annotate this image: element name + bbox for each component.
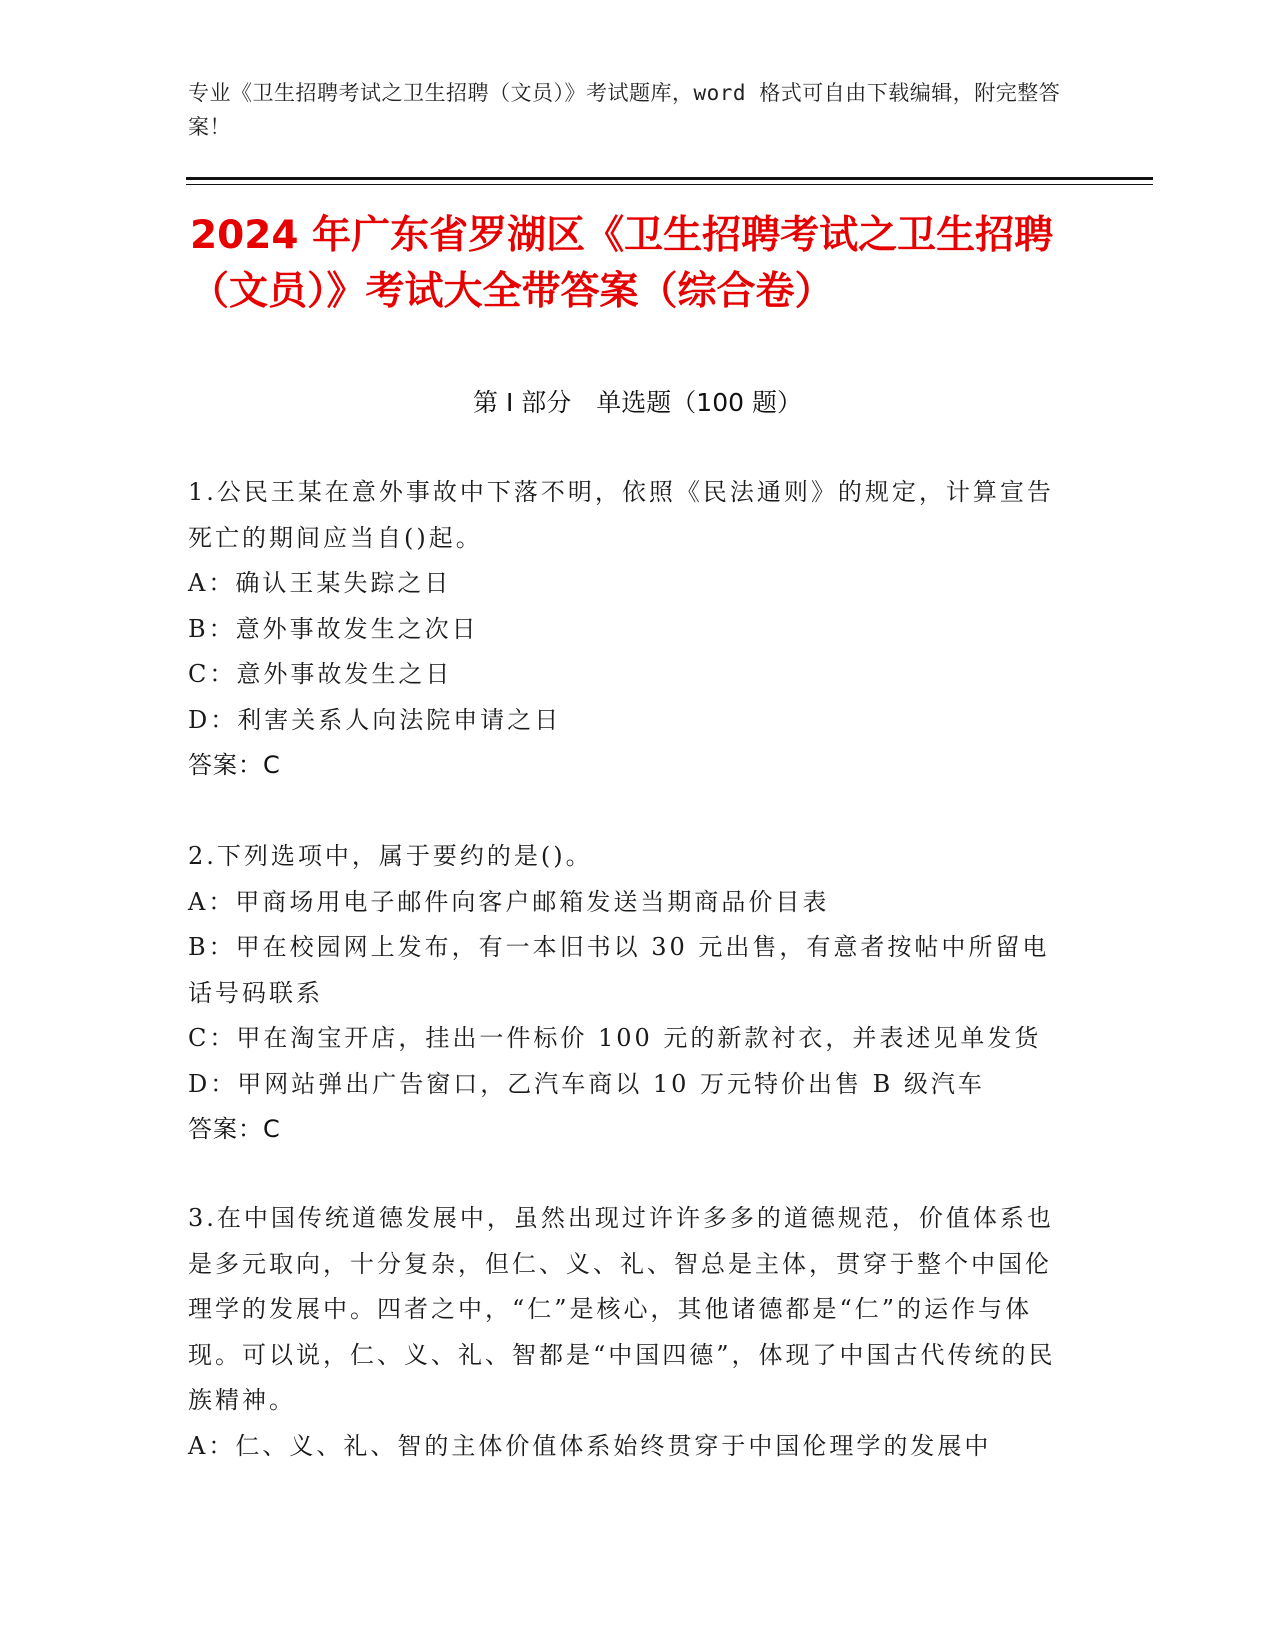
question-stem: 1.公民王某在意外事故中下落不明，依照《民法通则》的规定，计算宣告死亡的期间应当自()起。 bbox=[188, 478, 1054, 552]
document-title: 2024 年广东省罗湖区《卫生招聘考试之卫生招聘（文员）》考试大全带答案（综合卷） bbox=[190, 213, 1054, 314]
section-title: 第 I 部分 单选题（100 题） bbox=[473, 388, 802, 417]
option-b: B：意外事故发生之次日 bbox=[188, 614, 479, 643]
answer-line: 答案：C bbox=[188, 1115, 281, 1143]
option-b: B：甲在校园网上发布，有一本旧书以 30 元出售，有意者按帖中所留电话号码联系 bbox=[188, 933, 1050, 1007]
option-c: C：意外事故发生之日 bbox=[188, 660, 453, 688]
question-2 bbox=[188, 834, 1068, 1153]
question-stem: 2.下列选项中，属于要约的是()。 bbox=[188, 842, 593, 870]
question-stem: 3.在中国传统道德发展中，虽然出现过许许多多的道德规范，价值体系也是多元取向，十分复杂，但仁、义、礼、智总是主体，贯穿于整个中国伦理学的发展中。四者之中，“仁”是核心，其他诸德都是“仁”的运作与体现。可以说，仁、义、礼、智都是“中国四德”，体现了中国古代传统的民族精神。 bbox=[188, 1204, 1056, 1414]
option-d: D：利害关系人向法院申请之日 bbox=[188, 705, 562, 734]
option-c: C：甲在淘宝开店，挂出一件标价 100 元的新款衬衣，并表述见单发货 bbox=[188, 1024, 1042, 1052]
header-note: 专业《卫生招聘考试之卫生招聘（文员）》考试题库，word 格式可自由下载编辑，附完整答案！ bbox=[188, 81, 1061, 139]
header-rule-thick bbox=[186, 177, 1153, 180]
answer-line: 答案：C bbox=[188, 751, 281, 779]
option-a: A：仁、义、礼、智的主体价值体系始终贯穿于中国伦理学的发展中 bbox=[188, 1431, 992, 1460]
option-d: D：甲网站弹出广告窗口，乙汽车商以 10 万元特价出售 B 级汽车 bbox=[188, 1069, 985, 1098]
header-rule-thin bbox=[186, 184, 1153, 185]
option-a: A：甲商场用电子邮件向客户邮箱发送当期商品价目表 bbox=[188, 887, 830, 916]
question-1 bbox=[188, 470, 1068, 789]
option-a: A：确认王某失踪之日 bbox=[188, 569, 452, 597]
question-3 bbox=[188, 1196, 1068, 1469]
